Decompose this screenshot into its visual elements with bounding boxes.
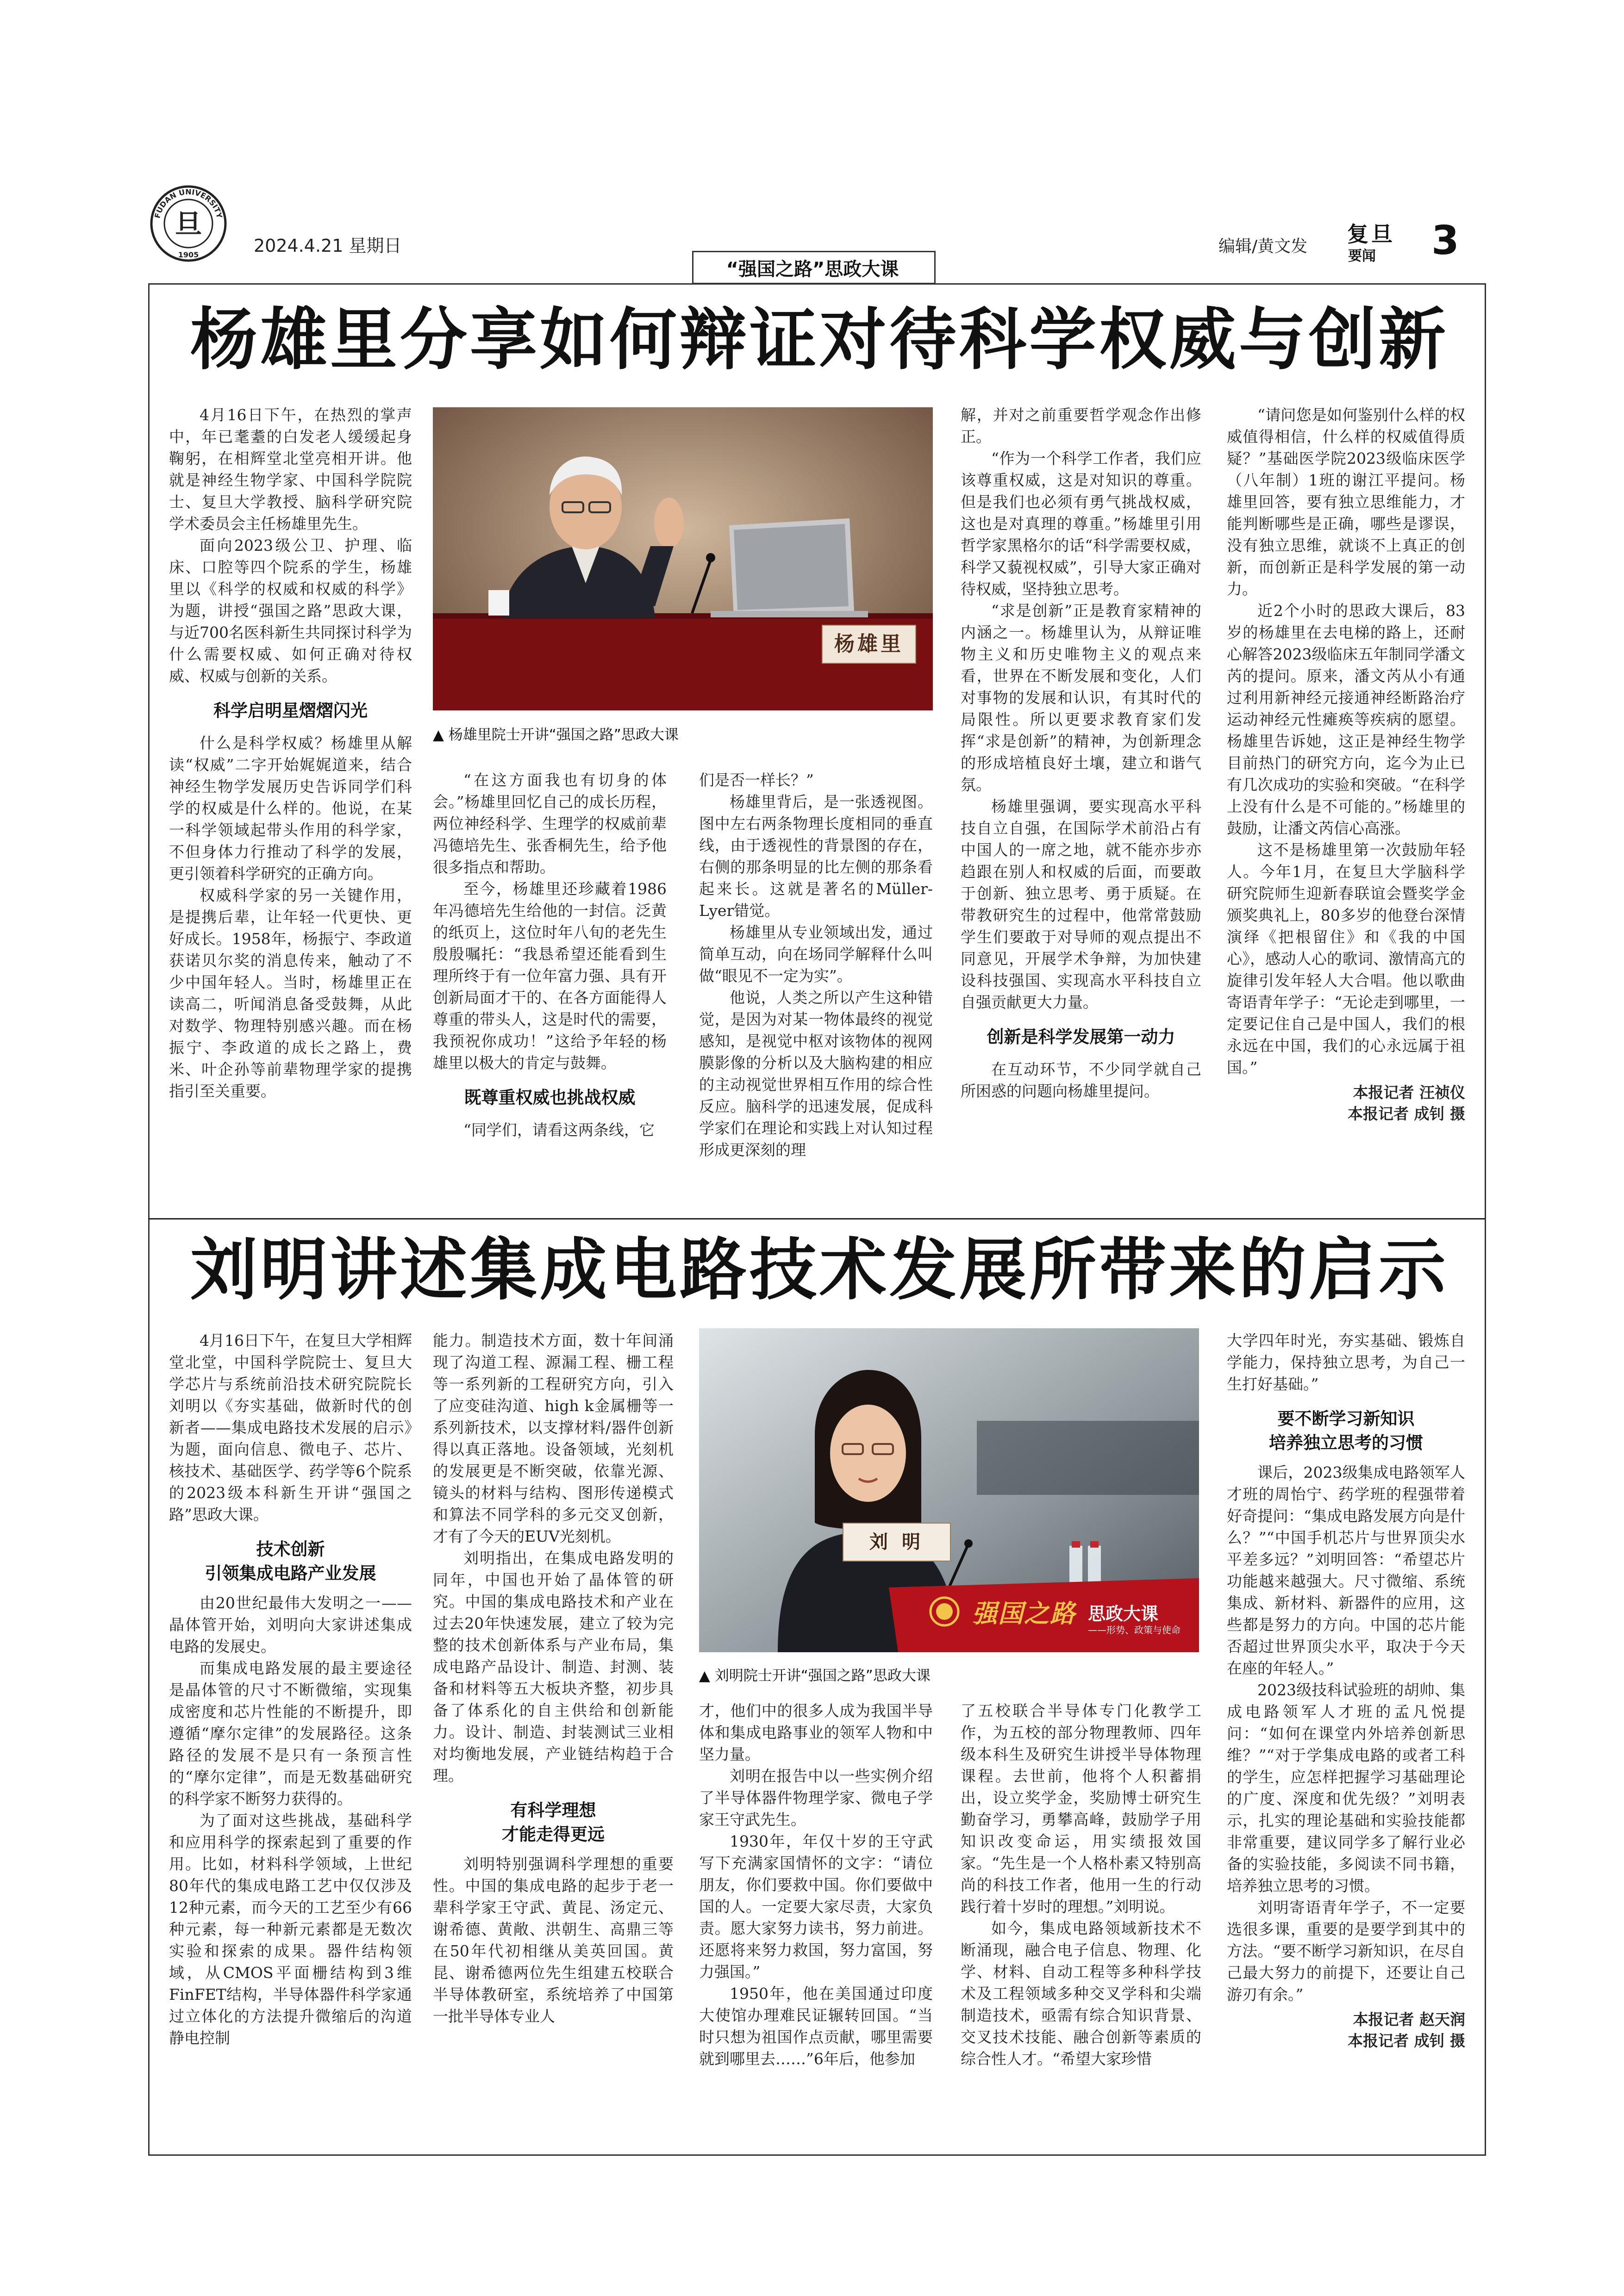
paragraph: 刘明寄语青年学子，不一定要选很多课，重要的是要学到其中的方法。“要不断学习新知识，在尽自己最大努力的前提下，还要让自己游刃有余。” bbox=[1227, 1898, 1465, 2004]
paragraph: 大学四年时光，夯实基础、锻炼自学能力，保持独立思考，为自己一生打好基础。” bbox=[1227, 1332, 1465, 1393]
article1-column-4 bbox=[961, 404, 1201, 1102]
article1-nameplate bbox=[822, 625, 916, 664]
svg-text:旦: 旦 bbox=[175, 208, 202, 240]
paragraph: “作为一个科学工作者，我们应该尊重权威，这是对知识的尊重。但是我们也必须有勇气挑战权威，这也是对真理的尊重。”杨雄里引用哲学家黑格尔的话“科学需要权威，科学又藐视权威”，引导大家正确对待权威，坚持独立思考。 bbox=[961, 449, 1201, 598]
podium-subtitle: 思政大课 bbox=[1088, 1604, 1159, 1624]
paragraph: 刘明指出，在集成电路发明的同年，中国也开始了晶体管的研究。中国的集成电路技术和产业在过去20年快速发展，建立了较为完整的技术创新体系与产业布局，集成电路产品设计、制造、封测、装备和材料等五大板块齐整，初步具备了体系化的自主供给和创新能力。设计、制造、封装测试三业相对均衡地发展，产业链结构趋于合理。 bbox=[433, 1549, 674, 1785]
svg-text:FUDAN UNIVERSITY: FUDAN UNIVERSITY bbox=[153, 187, 224, 219]
paragraph: 权威科学家的另一关键作用，是提携后辈，让年轻一代更快、更好成长。1958年，杨振宁、李政道获诺贝尔奖的消息传来，触动了不少中国年轻人。当时，杨雄里正在读高二，听闻消息备受鼓舞，从此对数学、物理特别感兴趣。而在杨振宁、李政道的成长之路上，费米、叶企孙等前辈物理学家的提携指引至关重要。 bbox=[169, 886, 412, 1100]
paragraph: 能力。制造技术方面，数十年间涌现了沟道工程、源漏工程、栅工程等一系列新的工程研究方向，引入了应变硅沟道、high k金属栅等一系列新技术，以支撑材料/器件创新得以真正落地。设备领域，光刻机的发展更是不断突破，依靠光源、镜头的材料与结构、图形传递模式和算法不同学科的多元交叉创新，才有了今天的EUV光刻机。 bbox=[433, 1332, 674, 1545]
paragraph: “在这方面我也有切身的体会。”杨雄里回忆自己的成长历程，两位神经科学、生理学的权威前辈冯德培先生、张香桐先生，给予他很多指点和帮助。 bbox=[433, 771, 667, 876]
paragraph: 而集成电路发展的最主要途径是晶体管的尺寸不断微缩，实现集成密度和芯片性能的不断提升，即遵循“摩尔定律”的发展路径。这条路径的发展不是只有一条预言性的“摩尔定律”，而是无数基础研究的科学家不断努力获得的。 bbox=[169, 1659, 412, 1808]
paragraph: “请问您是如何鉴别什么样的权威值得相信，什么样的权威值得质疑？”基础医学院2023级临床医学（八年制）1班的谢江平提问。杨雄里回答，要有独立思维能力，才能判断哪些是正确，哪些是谬误，没有独立思维，就谈不上真正的创新，而创新正是科学发展的第一动力。 bbox=[1227, 406, 1465, 598]
article1-column-1 bbox=[169, 404, 412, 1102]
subheading-line: 技术创新 bbox=[256, 1539, 325, 1559]
article2-column-3 bbox=[699, 1700, 933, 2070]
article1-column-5 bbox=[1227, 404, 1465, 1125]
subheading-line: 才能走得更远 bbox=[502, 1824, 605, 1844]
subheading-line: 引领集成电路产业发展 bbox=[205, 1563, 376, 1583]
photographer-credit: 本报记者 成钊 摄 bbox=[1348, 1105, 1465, 1123]
paragraph: 1930年，年仅十岁的王守武写下充满家国情怀的文字：“请位朋友，你们要救中国。你们要做中国的人。一定要大家尽责，大家负责。愿大家努力读书，努力前进。还愿将来努力救国，努力富国，努力强国。” bbox=[699, 1832, 933, 1981]
article2-headline: 刘明讲述集成电路技术发展所带来的启示 bbox=[190, 1231, 1449, 1309]
paragraph: 1950年，他在美国通过印度大使馆办理难民证辗转回国。“当时只想为祖国作点贡献，哪里需要就到哪里去……”6年后，他参加 bbox=[699, 1985, 933, 2068]
article2-column-4 bbox=[961, 1700, 1201, 2070]
subheading bbox=[1227, 1407, 1465, 1455]
article2-photo-caption: ▲ 刘明院士开讲“强国之路”思政大课 bbox=[699, 1668, 931, 1684]
reporter-credit: 本报记者 赵天润 bbox=[1353, 2010, 1465, 2028]
subheading: 既尊重权威也挑战权威 bbox=[464, 1088, 636, 1108]
editor-credit: 编辑/黄文发 bbox=[1218, 237, 1308, 256]
subheading-line: 有科学理想 bbox=[510, 1800, 596, 1820]
paragraph: 由20世纪最伟大发明之一——晶体管开始，刘明向大家讲述集成电路的发展史。 bbox=[169, 1594, 412, 1655]
article1-photo-image bbox=[433, 407, 933, 710]
subheading: 科学启明星熠熠闪光 bbox=[213, 701, 368, 721]
svg-text:1905: 1905 bbox=[178, 250, 199, 259]
paragraph: 刘明在报告中以一些实例介绍了半导体器件物理学家、微电子学家王守武先生。 bbox=[699, 1767, 933, 1829]
subheading-line: 要不断学习新知识 bbox=[1277, 1409, 1415, 1429]
article1-photo bbox=[433, 407, 933, 710]
article1-photo-caption: ▲ 杨雄里院士开讲“强国之路”思政大课 bbox=[433, 727, 679, 743]
article2-photo bbox=[699, 1328, 1199, 1652]
paragraph: 近2个小时的思政大课后，83岁的杨雄里在去电梯的路上，还耐心解答2023级临床五年制同学潘文芮的提问。原来，潘文芮从小有通过利用新神经元接通神经断路治疗运动神经元性瘫痪等疾病的愿望。杨雄里告诉她，这正是神经生物学目前热门的研究方向，迄今为止已有几次成功的实验和突破。“在科学上没有什么是不可能的。”杨雄里的鼓励，让潘文芮信心高涨。 bbox=[1227, 602, 1465, 837]
paper-name: 复旦 bbox=[1347, 222, 1395, 247]
article1-column-3 bbox=[699, 769, 933, 1161]
article2-column-5 bbox=[1227, 1330, 1465, 2052]
paragraph: 杨雄里从专业领域出发，通过简单互动，向在场同学解释什么叫做“眼见不一定为实”。 bbox=[699, 923, 933, 985]
podium-banner bbox=[968, 1592, 1190, 1643]
article2-nameplate bbox=[843, 1523, 951, 1562]
paragraph: 刘明特别强调科学理想的重要性。中国的集成电路的起步于老一辈科学家王守武、黄昆、汤定元、谢希德、黄敞、洪朝生、高鼎三等在50年代初相继从美英回国。黄昆、谢希德两位先生组建五校联合半导体教研室，系统培养了中国第一批半导体专业人 bbox=[433, 1855, 674, 2025]
subheading-line: 培养独立思考的习惯 bbox=[1269, 1433, 1423, 1453]
paragraph: 4月16日下午，在热烈的掌声中，年已耄耋的白发老人缓缓起身鞠躬，在相辉堂北堂亮相开讲。他就是神经生物学家、中国科学院院士、复旦大学教授、脑科学研究院学术委员会主任杨雄里先生。 bbox=[169, 406, 412, 533]
subheading bbox=[433, 1798, 674, 1847]
podium-tagline: ——形势、政策与使命 bbox=[1088, 1624, 1181, 1636]
paragraph: 杨雄里强调，要实现高水平科技自立自强，在国际学术前沿占有中国人的一席之地，就不能亦步亦趋跟在别人和权威的后面，而要敢于创新、独立思考、勇于质疑。在带教研究生的过程中，他常常鼓励学生们要敢于对导师的观点提出不同意见，开展学术争辩，为加快建设科技强国、实现高水平科技自立自强贡献更大力量。 bbox=[961, 797, 1201, 1011]
subheading bbox=[169, 1537, 412, 1586]
fudan-seal-icon bbox=[149, 184, 228, 263]
paragraph: “求是创新”正是教育家精神的内涵之一。杨雄里认为，从辩证唯物主义和历史唯物主义的观点来看，世界在不断发展和变化，人们对事物的发展和认识，有其时代的局限性。所以更要求教育家们发挥“求是创新”的精神，为创新理念的形成培植良好土壤，建立和谐气氛。 bbox=[961, 602, 1201, 794]
paragraph: 课后，2023级集成电路领军人才班的周怡宁、药学班的程强带着好奇提问：“集成电路发展方向是什么？”“中国手机芯片与世界顶尖水平差多远？”刘明回答：“希望芯片功能越来越强大。尺寸微缩、系统集成、新材料、新器件的应用，这些都是努力的方向。中国的芯片能否超过世界顶尖水平，取决于今天在座的年轻人。” bbox=[1227, 1463, 1465, 1677]
subheading: 创新是科学发展第一动力 bbox=[987, 1027, 1175, 1047]
paragraph: 在互动环节，不少同学就自己所困惑的问题向杨雄里提问。 bbox=[961, 1060, 1201, 1100]
paragraph: 2023级技科试验班的胡帅、集成电路领军人才班的孟凡悦提问：“如何在课堂内外培养创新思维？”“对于学集成电路的或者工科的学生，应怎样把握学习基础理论的广度、深度和优先级？”刘明表示，扎实的理论基础和实验技能都非常重要，建议同学多了解行业必备的实验技能，多阅读不同书籍，培养独立思考的习惯。 bbox=[1227, 1681, 1465, 1895]
article-divider bbox=[148, 1218, 1485, 1220]
fudan-seal bbox=[149, 184, 228, 263]
paragraph: 了五校联合半导体专门化教学工作，为五校的部分物理教师、四年级本科生及研究生讲授半导体物理课程。去世前，他将个人积蓄捐出，设立奖学金，奖励博士研究生勤奋学习，勇攀高峰，鼓励学子用知识改变命运，用实绩报效国家。“先生是一个人格朴素又特别高尚的科技工作者，他用一生的行动践行着十岁时的理想。”刘明说。 bbox=[961, 1702, 1201, 1916]
article1-nameplate-text: 杨雄里 bbox=[834, 632, 904, 656]
article2-column-2 bbox=[433, 1330, 674, 2027]
paragraph: 解，并对之前重要哲学观念作出修正。 bbox=[961, 406, 1201, 446]
paragraph: 4月16日下午，在复旦大学相辉堂北堂，中国科学院院士、复旦大学芯片与系统前沿技术研究院院长刘明以《夯实基础，做新时代的创新者——集成电路技术发展的启示》为题，面向信息、微电子、芯片、核技术、基础医学、药学等6个院系的2023级本科新生开讲“强国之路”思政大课。 bbox=[169, 1332, 412, 1524]
paragraph: 才，他们中的很多人成为我国半导体和集成电路事业的领军人物和中坚力量。 bbox=[699, 1702, 933, 1763]
paragraph: 他说，人类之所以产生这种错觉，是因为对某一物体最终的视觉感知，是视觉中枢对该物体的视网膜影像的分析以及大脑构建的相应的主动视觉世界相互作用的综合性反应。脑科学的迅速发展，促成科学家们在理论和实践上对认知过程形成更深刻的理 bbox=[699, 989, 933, 1159]
issue-date: 2024.4.21 星期日 bbox=[254, 236, 402, 256]
column-tag: “强国之路”思政大课 bbox=[726, 259, 899, 280]
article1-column-2 bbox=[433, 769, 667, 1141]
paragraph: 杨雄里背后，是一张透视图。图中左右两条物理长度相同的垂直线，由于透视性的背景图的存在，右侧的那条明显的比左侧的那条看起来长。这就是著名的Müller-Lyer错觉。 bbox=[699, 793, 933, 920]
paragraph: 这不是杨雄里第一次鼓励年轻人。今年1月，在复旦大学脑科学研究院师生迎新春联谊会暨奖学金颁奖典礼上，80多岁的他登台深情演绎《把根留住》和《我的中国心》，感动人心的歌词、激情高亢的旋律引发年轻人大合唱。他以歌曲寄语青年学子：“无论走到哪里，一定要记住自己是中国人，我们的根永远在中国，我们的心永远属于祖国。” bbox=[1227, 841, 1465, 1076]
section-name: 要闻 bbox=[1348, 248, 1376, 264]
podium-title: 强国之路 bbox=[972, 1599, 1076, 1628]
photographer-credit: 本报记者 成钊 摄 bbox=[1348, 2032, 1465, 2050]
paragraph: 什么是科学权威？杨雄里从解读“权威”二字开始娓娓道来，结合神经生物学发展历史告诉同学们科学的权威是什么样的。他说，在某一科学领域起带头作用的科学家，不但身体力行推动了科学的发展，更引领着科学研究的正确方向。 bbox=[169, 734, 412, 883]
paragraph: 如今，集成电路领域新技术不断涌现，融合电子信息、物理、化学、材料、自动工程等多种科学技术及工程领域多种交叉学科和尖端制造技术，亟需有综合知识背景、交叉技术技能、融合创新等素质的综合性人才。“希望大家珍惜 bbox=[961, 1919, 1201, 2068]
article2-column-1 bbox=[169, 1330, 412, 2049]
paragraph: 为了面对这些挑战，基础科学和应用科学的探索起到了重要的作用。比如，材料科学领域，上世纪80年代的集成电路工艺中仅仅涉及12种元素，而今天的工艺至少有66种元素，每一种新元素都是无数次实验和探索的成果。器件结构领域，从CMOS平面栅结构到3维FinFET结构，半导体器件科学家通过立体化的方法提升微缩后的沟道静电控制 bbox=[169, 1811, 412, 2047]
paragraph: 面向2023级公卫、护理、临床、口腔等四个院系的学生，杨雄里以《科学的权威和权威的科学》为题，讲授“强国之路”思政大课，与近700名医科新生共同探讨科学为什么需要权威、如何正确对待权威、权威与创新的关系。 bbox=[169, 536, 412, 685]
reporter-credit: 本报记者 汪祯仪 bbox=[1353, 1083, 1465, 1101]
page-number: 3 bbox=[1431, 218, 1459, 264]
article2-nameplate-text: 刘 明 bbox=[869, 1531, 924, 1553]
article1-headline: 杨雄里分享如何辩证对待科学权威与创新 bbox=[190, 301, 1449, 379]
paragraph: 至今，杨雄里还珍藏着1986年冯德培先生给他的一封信。泛黄的纸页上，这位时年八旬的老先生殷殷嘱托：“我恳希望还能看到生理所终于有一位年富力强、具有开创新局面才干的、在各方面能得人尊重的带头人，这是时代的需要，我预祝你成功！”这给予年轻的杨雄里以极大的肯定与鼓舞。 bbox=[433, 880, 667, 1072]
paragraph: “同学们，请看这两条线，它 bbox=[463, 1121, 655, 1139]
paragraph: 们是否一样长？” bbox=[699, 771, 814, 789]
